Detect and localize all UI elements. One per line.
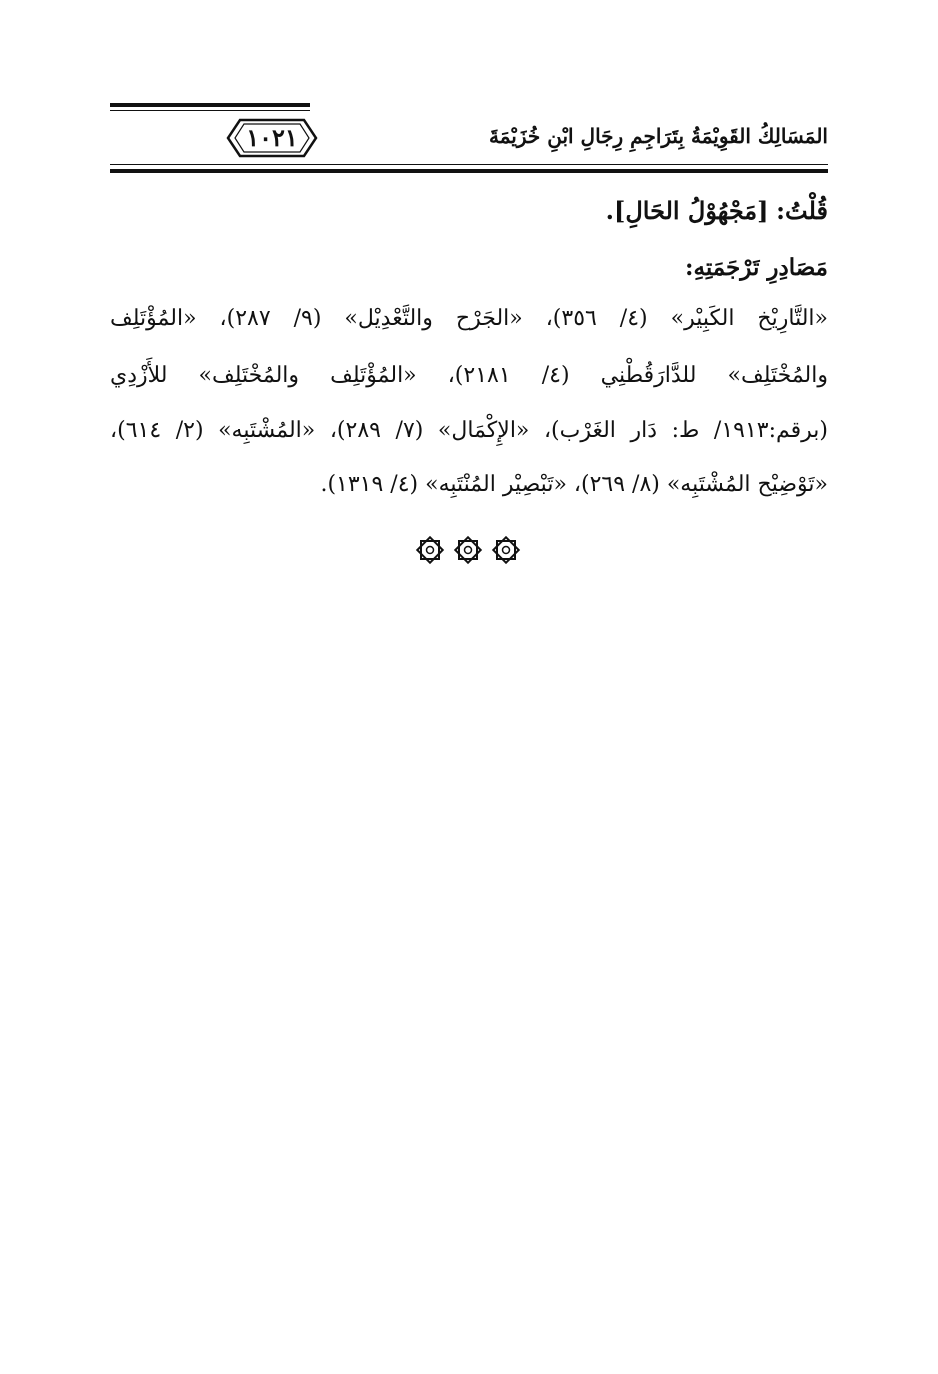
three-star-ornament-icon	[412, 535, 524, 565]
running-title: المَسَالِكُ القَوِيْمَةُ بِتَرَاجِمِ رِجَالِ ابْنِ خُزَيْمَةَ	[489, 124, 828, 148]
source-line: «التَّارِيْخ الكَبِيْر» (٤/ ٣٥٦)، «الجَرْح والتَّعْدِيْل» (٩/ ٢٨٧)، «المُؤْتَلِف	[110, 306, 828, 331]
source-line: (برقم:١٩١٣/ ط: دَار الغَرْب)، «الإِكْمَال» (٧/ ٢٨٩)، «المُشْتَبِه» (٢/ ٦١٤)،	[110, 418, 829, 443]
header-top-rule-thin	[110, 110, 310, 111]
star-ornament-icon	[493, 537, 518, 562]
source-line: والمُخْتَلِف» للدَّارَقُطْنِي (٤/ ٢١٨١)، «المُؤْتَلِف والمُخْتَلِف» للأَزْدِي	[110, 363, 828, 388]
qult-verdict: [مَجْهُوْلُ الحَالِ].	[605, 196, 769, 225]
page-number: ١٠٢١	[246, 123, 298, 152]
star-ornament-icon	[417, 537, 442, 562]
header-bottom-rule	[110, 169, 828, 173]
header-bottom-rule-thin	[110, 164, 828, 165]
source-line: «تَوْضِيْح المُشْتَبِه» (٨/ ٢٦٩)، «تَبْصِيْر المُنْتَبِه» (٤/ ١٣١٩).	[320, 472, 828, 497]
qult-line	[110, 196, 828, 225]
sources-heading-text: مَصَادِرِ تَرْجَمَتِهِ:	[685, 254, 828, 281]
sources-heading	[110, 254, 828, 281]
star-ornament-icon	[455, 537, 480, 562]
header-top-rule	[110, 103, 310, 107]
qult-label: قُلْتُ:	[776, 196, 828, 225]
page-number-badge	[226, 117, 318, 159]
